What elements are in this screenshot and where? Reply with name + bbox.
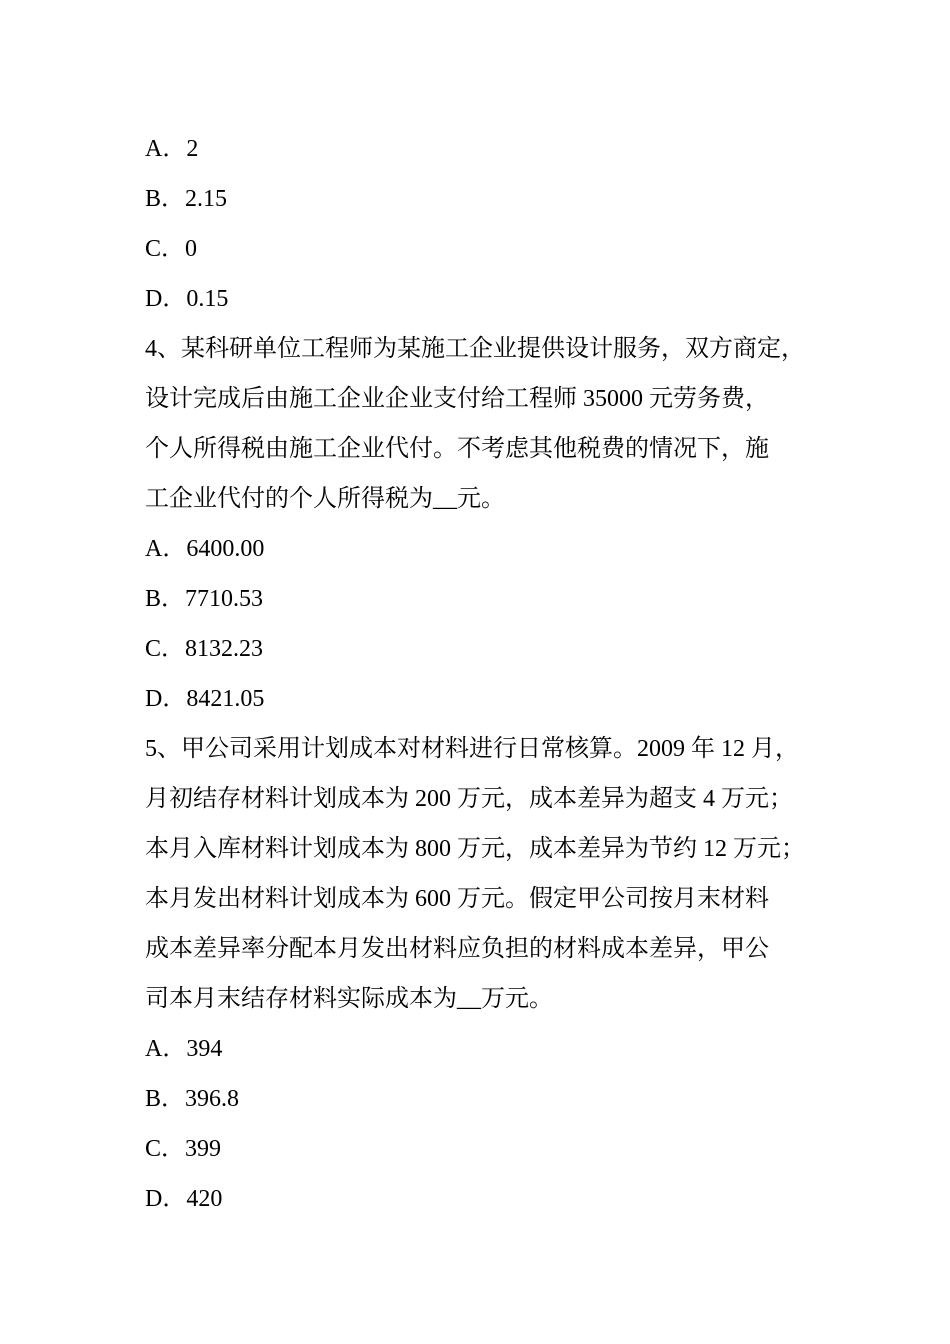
- question-5: [145, 724, 825, 1024]
- q4-text-line-2: 设计完成后由施工企业企业支付给工程师 35000 元劳务费，: [145, 386, 769, 412]
- q5-option-c: [145, 1124, 825, 1174]
- q4-option-c: [145, 624, 825, 674]
- q5-text-line-2: 月初结存材料计划成本为 200 万元，成本差异为超支 4 万元；: [145, 786, 793, 812]
- question-4: [145, 324, 825, 524]
- q5-option-d-label: D．: [145, 1186, 187, 1212]
- q4-option-a-value: 6400.00: [186, 536, 265, 562]
- q3-option-d: [145, 274, 825, 324]
- q4-option-b: [145, 574, 825, 624]
- q3-option-c: [145, 224, 825, 274]
- q4-option-a-label: A．: [145, 536, 187, 562]
- q5-option-c-value: 399: [185, 1136, 222, 1162]
- q5-option-b: [145, 1074, 825, 1124]
- q4-text-line-3: 个人所得税由施工企业代付。不考虑其他税费的情况下，施: [145, 436, 769, 462]
- q5-option-a-value: 394: [186, 1036, 223, 1062]
- q5-text-line-6: 司本月末结存材料实际成本为__万元。: [145, 986, 553, 1012]
- q4-option-d-label: D．: [145, 686, 187, 712]
- q5-text-line-1: 5、甲公司采用计划成本对材料进行日常核算。2009 年 12 月，: [145, 736, 799, 762]
- q3-option-a-label: A．: [145, 136, 187, 162]
- q5-text-line-4: 本月发出材料计划成本为 600 万元。假定甲公司按月末材料: [145, 886, 769, 912]
- q4-option-b-label: B．: [145, 586, 186, 612]
- q4-option-d: [145, 674, 825, 724]
- page-content: [145, 124, 825, 1224]
- q3-option-c-label: C．: [145, 236, 186, 262]
- q3-option-c-value: 0: [185, 236, 198, 262]
- q3-option-a-value: 2: [186, 136, 199, 162]
- q5-option-a: [145, 1024, 825, 1074]
- q5-option-a-label: A．: [145, 1036, 187, 1062]
- q3-option-d-label: D．: [145, 286, 187, 312]
- q5-text-line-5: 成本差异率分配本月发出材料应负担的材料成本差异，甲公: [145, 936, 769, 962]
- q4-option-b-value: 7710.53: [185, 586, 264, 612]
- q3-option-b: [145, 174, 825, 224]
- q3-option-d-value: 0.15: [186, 286, 229, 312]
- q5-option-b-value: 396.8: [185, 1086, 240, 1112]
- q4-option-c-label: C．: [145, 636, 186, 662]
- q3-option-b-label: B．: [145, 186, 186, 212]
- q5-option-d-value: 420: [186, 1186, 223, 1212]
- q5-option-c-label: C．: [145, 1136, 186, 1162]
- q3-option-b-value: 2.15: [185, 186, 228, 212]
- q4-option-a: [145, 524, 825, 574]
- q3-option-a: [145, 124, 825, 174]
- q5-option-d: [145, 1174, 825, 1224]
- q4-option-c-value: 8132.23: [185, 636, 264, 662]
- q4-option-d-value: 8421.05: [186, 686, 265, 712]
- q4-text-line-1: 4、某科研单位工程师为某施工企业提供设计服务，双方商定，: [145, 336, 805, 362]
- q5-option-b-label: B．: [145, 1086, 186, 1112]
- q5-text-line-3: 本月入库材料计划成本为 800 万元，成本差异为节约 12 万元；: [145, 836, 805, 862]
- q4-text-line-4: 工企业代付的个人所得税为__元。: [145, 486, 505, 512]
